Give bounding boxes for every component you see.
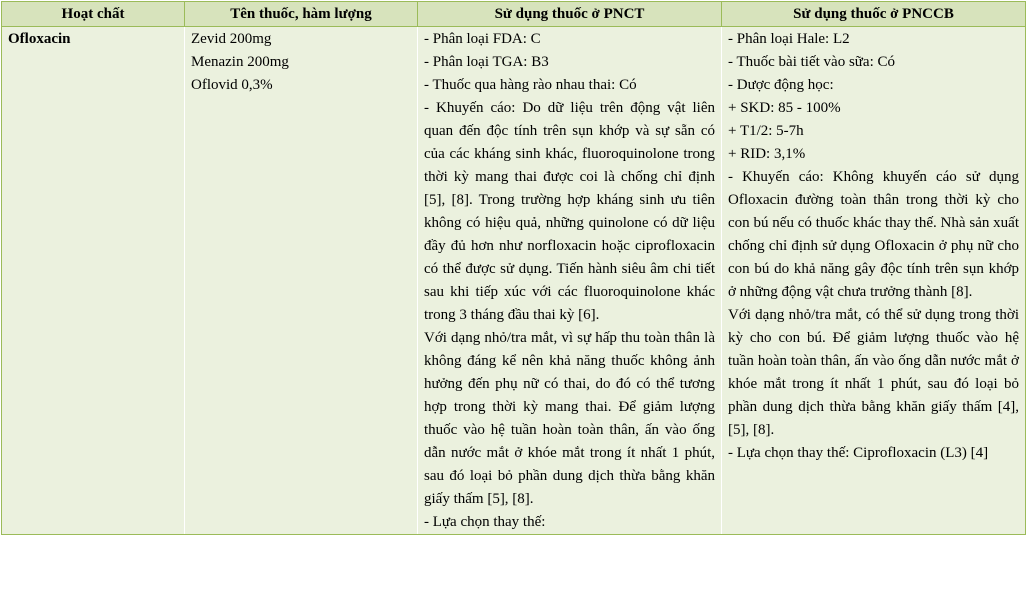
drug-name-item: Menazin 200mg [191,54,289,70]
half-life: + T1/2: 5-7h [728,123,804,139]
hale-category: - Phân loại Hale: L2 [728,31,850,47]
header-pregnancy-use: Sử dụng thuốc ở PNCT [418,2,722,27]
header-drug-name: Tên thuốc, hàm lượng [185,2,418,27]
drug-table [1,1,1026,535]
cell-pregnancy-use [418,27,722,535]
lactation-alternative: - Lựa chọn thay thế: Ciprofloxacin (L3) [4] [728,445,989,461]
fda-category: - Phân loại FDA: C [424,31,541,47]
pregnancy-eye-drops-note: Với dạng nhỏ/tra mắt, vì sự hấp thu toàn thân là không đáng kể nên khả năng thuốc không ảnh hưởng đến phụ nữ có thai, do đó có thể tương hợp trong thời kỳ mang thai. Để giảm lượng thuốc vào hệ tuần hoàn toàn thân, ấn vào ống dẫn nước mắt ở khóe mắt trong ít nhất 1 phút, sau đó loại bỏ phần dung dịch thừa bằng khăn giấy thấm [5], [8]. [424,330,715,507]
pregnancy-recommendation: - Khuyến cáo: Do dữ liệu trên động vật liên quan đến độc tính trên sụn khớp và sự sẵn có của các kháng sinh khác, fluoroquinolone trong thời kỳ mang thai được coi là chống chỉ định [5], [8]. Trong trường hợp kháng sinh ưu tiên không có hiệu quả, những quinolone có dữ liệu đầy đủ hơn như norfloxacin hoặc ciprofloxacin có thể được sử dụng. Tiến hành siêu âm chi tiết sau khi tiếp xúc với các fluoroquinolone khác trong 3 tháng đầu thai kỳ [6]. [424,100,715,323]
bioavailability: + SKD: 85 - 100% [728,100,841,116]
cell-drug-names [185,27,418,535]
table-row [2,27,1026,535]
drug-name-item: Zevid 200mg [191,31,272,47]
pharmacokinetics-title: - Dược động học: [728,77,834,93]
header-active-ingredient: Hoạt chất [2,2,185,27]
tga-category: - Phân loại TGA: B3 [424,54,549,70]
lactation-recommendation: - Khuyến cáo: Không khuyến cáo sử dụng Ofloxacin đường toàn thân trong thời kỳ cho con bú nếu có thuốc khác thay thế. Nhà sản xuất chống chỉ định sử dụng Ofloxacin ở phụ nữ cho con bú do khả năng gây độc tính trên sụn khớp ở những động vật chưa trưởng thành [8]. [728,169,1019,300]
header-lactation-use: Sử dụng thuốc ở PNCCB [722,2,1026,27]
header-row [2,2,1026,27]
lactation-eye-drops-note: Với dạng nhỏ/tra mắt, có thể sử dụng trong thời kỳ cho con bú. Để giảm lượng thuốc vào hệ tuần hoàn toàn thân, ấn vào ống dẫn nước mắt ở khóe mắt trong ít nhất 1 phút, sau đó loại bỏ phần dung dịch thừa bằng khăn giấy thấm [4], [5], [8]. [728,307,1019,438]
pregnancy-alternative: - Lựa chọn thay thế: [424,514,546,530]
cell-lactation-use [722,27,1026,535]
placenta-crossing: - Thuốc qua hàng rào nhau thai: Có [424,77,637,93]
cell-active-ingredient [2,27,185,535]
active-ingredient-name: Ofloxacin [8,31,71,47]
milk-excretion: - Thuốc bài tiết vào sữa: Có [728,54,895,70]
relative-infant-dose: + RID: 3,1% [728,146,806,162]
drug-name-item: Oflovid 0,3% [191,77,273,93]
